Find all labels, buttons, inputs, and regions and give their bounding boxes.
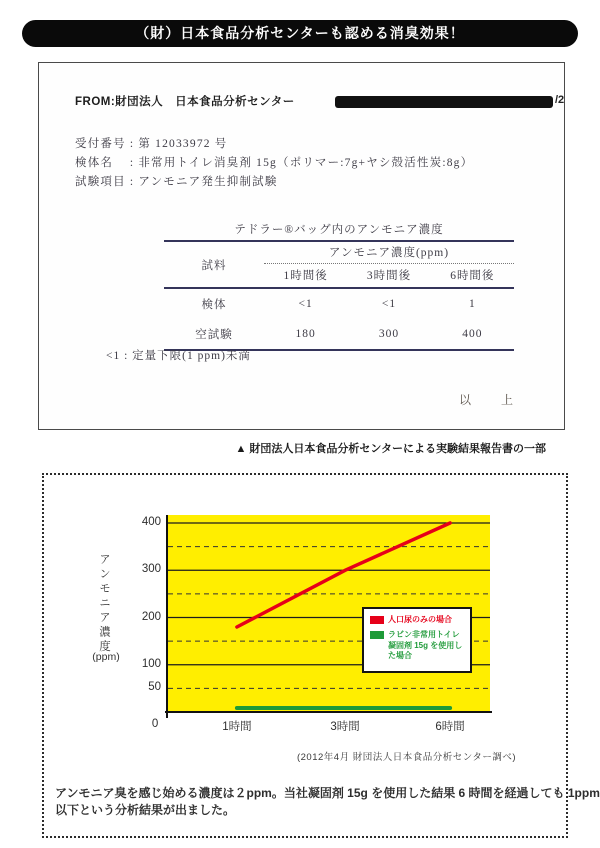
row-value: 300 (378, 328, 400, 340)
table-row-blank-test (164, 319, 514, 349)
y-axis-unit: (ppm) (92, 651, 120, 663)
report-from-line: FROM:財団法人 日本食品分析センター (75, 96, 295, 108)
scanned-report (38, 62, 565, 430)
headline-banner: （財）日本食品分析センターも認める消臭効果！ (22, 20, 578, 47)
report-field-test: 試験項目 : アンモニア発生抑制試験 (75, 176, 278, 188)
row-value: <1 (298, 298, 313, 310)
summary-text (55, 785, 600, 820)
table-row-sample (164, 289, 514, 319)
row-value: 400 (462, 328, 483, 340)
y-tick-label: 100 (141, 657, 161, 670)
x-tick-label: 3時間 (330, 721, 360, 733)
legend-item-coagulant (370, 630, 466, 661)
y-tick-label: 300 (141, 563, 161, 576)
redaction-bar (335, 96, 553, 108)
report-fields (75, 135, 473, 192)
row-value: 1 (468, 298, 476, 310)
report-field-number: 受付番号 : 第 12033972 号 (75, 138, 228, 150)
row-value: 180 (295, 328, 316, 340)
report-closing: 以 上 (458, 393, 522, 407)
x-tick-label: 0 (151, 718, 159, 730)
report-field-sample: 検体名 : 非常用トイレ消臭剤 15g（ポリマー:7g+ヤシ殻活性炭:8g） (75, 157, 474, 169)
report-caption: ▲ 財団法人日本食品分析センターによる実験結果報告書の一部 (235, 443, 546, 455)
x-axis-line (165, 711, 492, 713)
table-header-group: アンモニア濃度(ppm) (264, 242, 514, 264)
legend-label: ラビン非常用トイレ凝固剤 15g を使用した場合 (388, 630, 463, 661)
chart-area (44, 475, 600, 832)
legend-item-urine (370, 615, 466, 625)
table-footnote: <1 : 定量下限(1 ppm)未満 (106, 350, 251, 362)
y-tick-label: 200 (141, 610, 161, 623)
table-header-times (264, 264, 514, 287)
chart-section (42, 473, 600, 838)
legend-swatch-green (370, 631, 384, 639)
y-axis-line (166, 515, 168, 718)
table-header-1h: 1時間後 (283, 270, 328, 282)
y-tick-label: 400 (141, 516, 161, 529)
table-header-right (264, 242, 514, 287)
summary-line: 以下という分析結果が出ました。 (55, 803, 236, 818)
table-header-3h: 3時間後 (366, 270, 412, 282)
table-header-sample: 試料 (201, 259, 227, 272)
row-label: 検体 (201, 299, 227, 311)
result-table-title: テドラー®バッグ内のアンモニア濃度 (234, 224, 444, 236)
row-value: <1 (381, 298, 397, 310)
row-label: 空試験 (195, 329, 233, 341)
legend-swatch-red (370, 616, 384, 624)
table-header-6h: 6時間後 (450, 270, 495, 282)
y-axis-title: アンモニア濃度 (98, 553, 110, 655)
x-tick-label: 1時間 (222, 721, 252, 733)
x-tick-label: 6時間 (435, 721, 465, 733)
table-header (164, 242, 514, 287)
y-tick-label: 50 (148, 681, 161, 694)
redaction-tail: /2 (555, 94, 565, 106)
chart-legend (362, 607, 472, 673)
legend-label: 人口尿のみの場合 (388, 615, 452, 624)
summary-line: アンモニア臭を感じ始める濃度は２ppm。当社凝固剤 15g を使用した結果 6 時間を経過しても 1ppm (55, 786, 600, 800)
result-table (164, 221, 514, 351)
chart-source-note: (2012年4月 財団法人日本食品分析センター調べ) (296, 752, 516, 763)
